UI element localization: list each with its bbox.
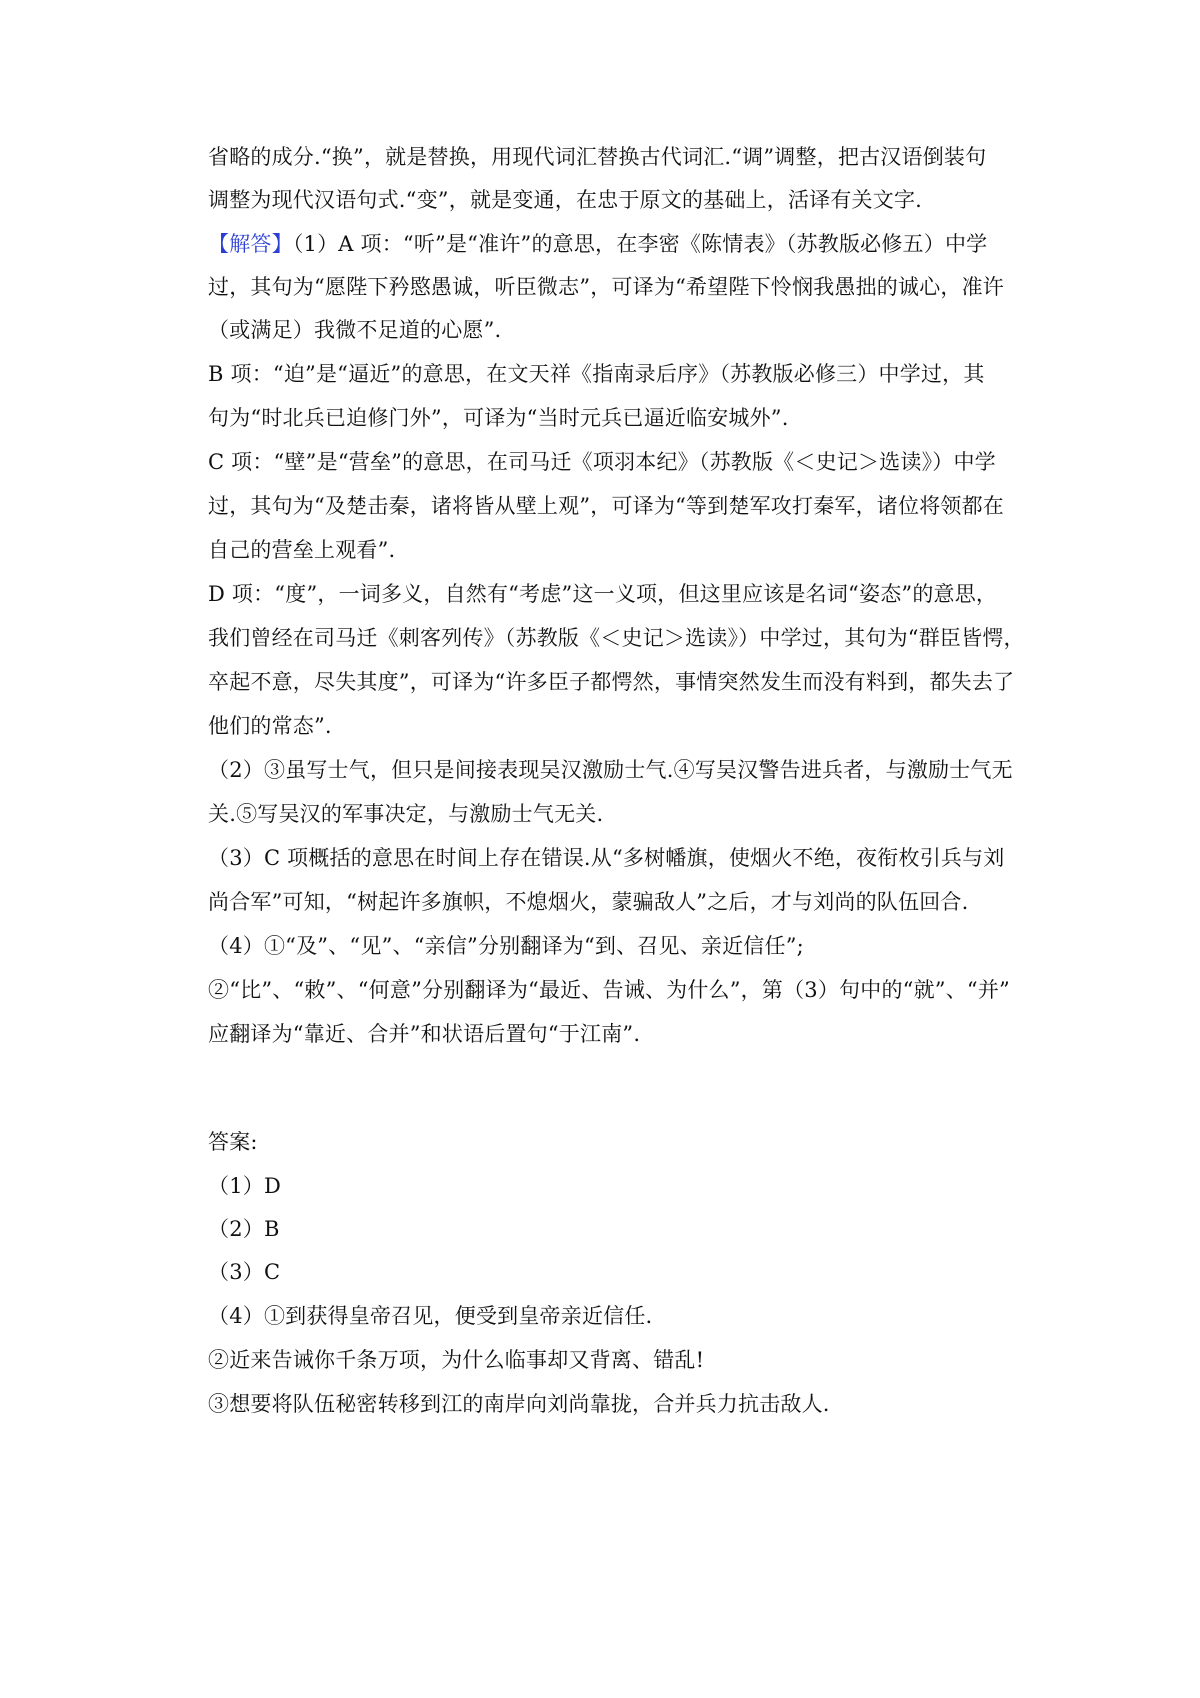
text-line: C 项：“壁”是“营垒”的意思，在司马迁《项羽本纪》（苏教版《＜史记＞选读》）中学 — [208, 450, 996, 474]
text-line: 关.⑤写吴汉的军事决定，与激励士气无关. — [208, 802, 604, 826]
text-line: 省略的成分.“换”，就是替换，用现代词汇替换古代词汇.“调”调整，把古汉语倒装句 — [208, 145, 987, 169]
text-line: 尚合军”可知，“树起许多旗帜，不熄烟火，蒙骗敌人”之后，才与刘尚的队伍回合. — [208, 890, 969, 914]
answer-3: （3）C — [208, 1260, 281, 1284]
text-line: 过，其句为“愿陛下矜愍愚诚，听臣微志”，可译为“希望陛下怜悯我愚拙的诚心，准许 — [208, 275, 1005, 299]
text-line: B 项：“迫”是“逼近”的意思，在文天祥《指南录后序》（苏教版必修三）中学过，其 — [208, 362, 985, 386]
text-line: 调整为现代汉语句式.“变”，就是变通，在忠于原文的基础上，活译有关文字. — [208, 188, 923, 212]
text-line: 过，其句为“及楚击秦，诸将皆从壁上观”，可译为“等到楚军攻打秦军，诸位将领都在 — [208, 494, 1005, 518]
text-line: 我们曾经在司马迁《刺客列传》（苏教版《＜史记＞选读》）中学过，其句为“群臣皆愕， — [208, 626, 1025, 650]
text-segment: （1）A 项：“听”是“准许”的意思，在李密《陈情表》（苏教版必修五）中学 — [292, 232, 988, 256]
answer-4-part-3: ③想要将队伍秘密转移到江的南岸向刘尚靠拢，合并兵力抗击敌人. — [208, 1392, 830, 1416]
answer-label: 【解答】 — [208, 232, 293, 256]
text-line: 自己的营垒上观看”. — [208, 538, 396, 562]
text-line: 他们的常态”. — [208, 714, 332, 738]
text-line: （3）C 项概括的意思在时间上存在错误.从“多树幡旗，使烟火不绝，夜衔枚引兵与刘 — [208, 846, 1005, 870]
answer-2: （2）B — [208, 1217, 280, 1241]
text-line: D 项：“度”，一词多义，自然有“考虑”这一义项，但这里应该是名词“姿态”的意思， — [208, 582, 998, 606]
text-line: （2）③虽写士气，但只是间接表现吴汉激励士气.④写吴汉警告进兵者，与激励士气无 — [208, 758, 1013, 782]
answers-heading: 答案: — [208, 1130, 258, 1154]
text-line: 应翻译为“靠近、合并”和状语后置句“于江南”. — [208, 1022, 641, 1046]
answer-4: （4）①到获得皇帝召见，便受到皇帝亲近信任. — [208, 1304, 653, 1328]
text-line: ②“比”、“敕”、“何意”分别翻译为“最近、告诫、为什么”，第（3）句中的“就”、“并” — [208, 978, 1010, 1002]
text-line: 句为“时北兵已迫修门外”，可译为“当时元兵已逼近临安城外”. — [208, 406, 789, 430]
answer-1: （1）D — [208, 1174, 281, 1198]
text-line — [208, 230, 987, 258]
text-line: 卒起不意，尽失其度”，可译为“许多臣子都愕然，事情突然发生而没有料到，都失去了 — [208, 670, 1015, 694]
text-line: （或满足）我微不足道的心愿”. — [208, 318, 502, 342]
text-line: （4）①“及”、“见”、“亲信”分别翻译为“到、召见、亲近信任”; — [208, 934, 804, 958]
answer-4-part-2: ②近来告诫你千条万项，为什么临事却又背离、错乱! — [208, 1348, 705, 1372]
